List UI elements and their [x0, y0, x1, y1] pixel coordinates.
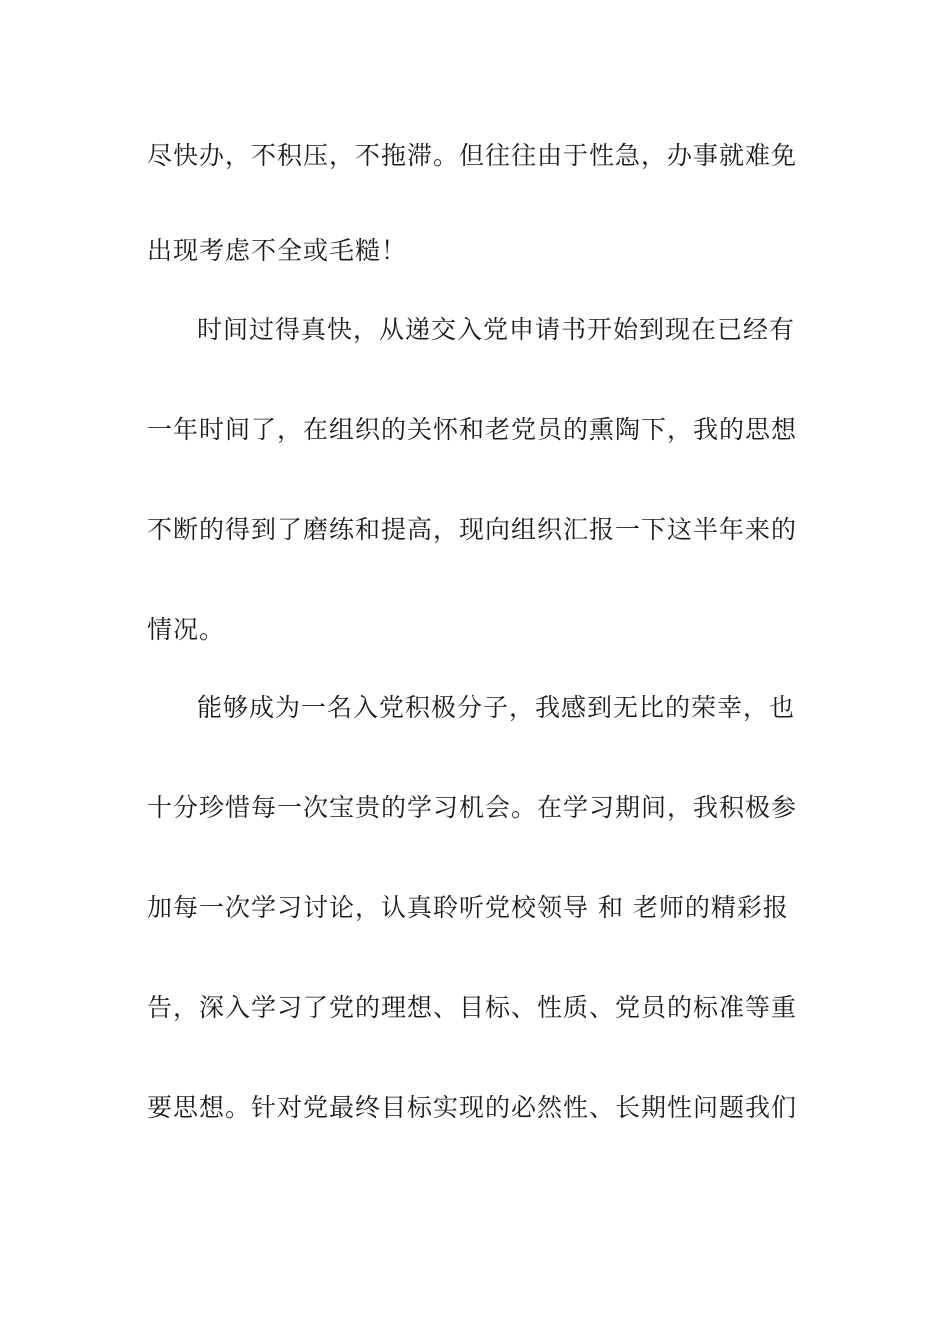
text-line: 尽快办，不积压，不拖滞。但往往由于性急，办事就难免 — [147, 141, 798, 170]
paragraph-first-line: 时间过得真快，从递交入党申请书开始到现在已经有 — [197, 315, 796, 344]
text-line: 告，深入学习了党的理想、目标、性质、党员的标准等重 — [147, 993, 798, 1022]
text-line: 情况。 — [147, 615, 226, 644]
text-line: 十分珍惜每一次宝贵的学习机会。在学习期间，我积极参 — [147, 793, 798, 822]
paragraph-first-line: 能够成为一名入党积极分子，我感到无比的荣幸，也 — [197, 693, 796, 722]
text-line: 要思想。针对党最终目标实现的必然性、长期性问题我们 — [147, 1093, 798, 1122]
text-line: 一年时间了，在组织的关怀和老党员的熏陶下，我的思想 — [147, 415, 798, 444]
text-line: 加每一次学习讨论，认真聆听党校领导 和 老师的精彩报 — [147, 893, 789, 922]
text-line: 出现考虑不全或毛糙！ — [147, 236, 408, 265]
text-line: 不断的得到了磨练和提高，现向组织汇报一下这半年来的 — [147, 515, 798, 544]
